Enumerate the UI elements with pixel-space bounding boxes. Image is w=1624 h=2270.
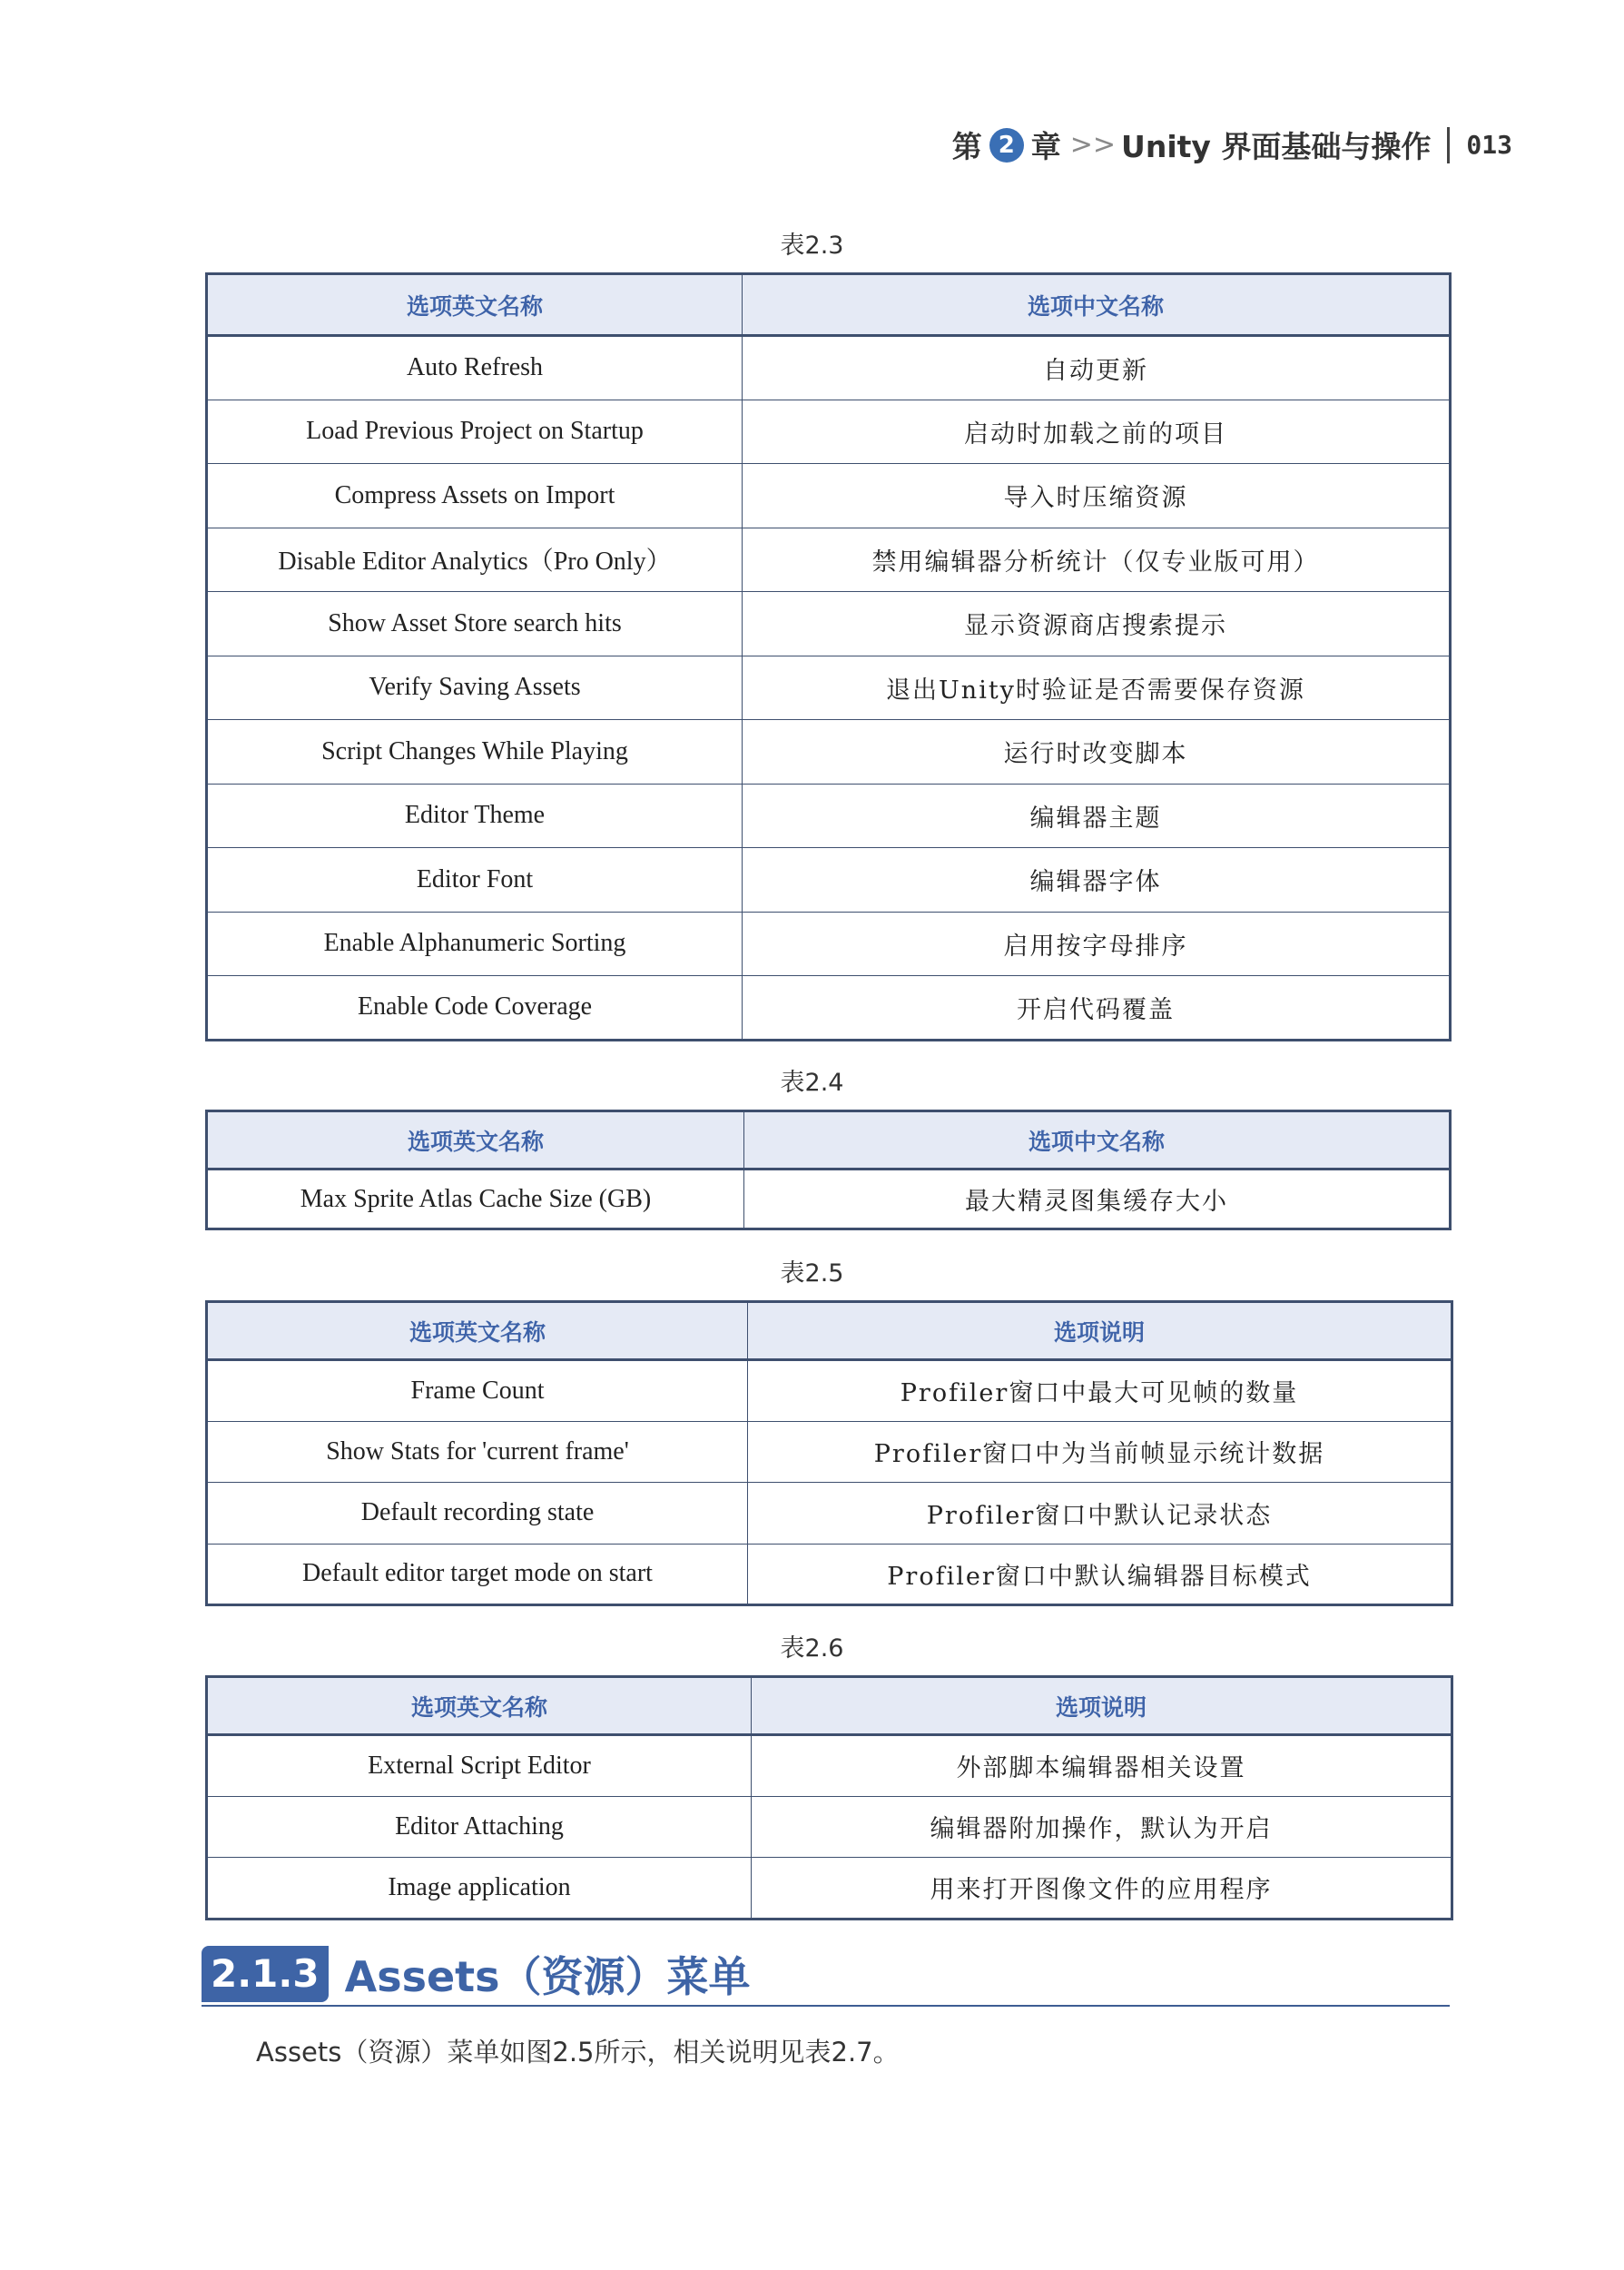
option-chinese-text: Profiler窗口中最大可见帧的数量 bbox=[748, 1360, 1452, 1422]
table-header-row bbox=[207, 1111, 1451, 1170]
option-english-name: Enable Alphanumeric Sorting bbox=[207, 912, 743, 976]
option-chinese-text: Profiler窗口中默认记录状态 bbox=[748, 1483, 1452, 1545]
column-header: 选项说明 bbox=[752, 1677, 1452, 1735]
option-english-name: Compress Assets on Import bbox=[207, 464, 743, 528]
option-chinese-text: 禁用编辑器分析统计（仅专业版可用） bbox=[743, 528, 1451, 592]
option-english-name: Image application bbox=[207, 1858, 752, 1920]
option-english-name: Default editor target mode on start bbox=[207, 1544, 748, 1605]
table-row bbox=[207, 1483, 1452, 1545]
option-english-name: Script Changes While Playing bbox=[207, 720, 743, 785]
option-chinese-text: 自动更新 bbox=[743, 336, 1451, 400]
option-english-name: Editor Font bbox=[207, 848, 743, 913]
option-chinese-text: 运行时改变脚本 bbox=[743, 720, 1451, 785]
table-header-row bbox=[207, 274, 1451, 336]
table-row bbox=[207, 528, 1451, 592]
option-chinese-text: Profiler窗口中为当前帧显示统计数据 bbox=[748, 1421, 1452, 1483]
chapter-number-badge: 2 bbox=[989, 128, 1024, 163]
option-chinese-text: 开启代码覆盖 bbox=[743, 976, 1451, 1041]
option-chinese-text: 编辑器附加操作，默认为开启 bbox=[752, 1796, 1452, 1858]
page-number: 013 bbox=[1466, 130, 1512, 160]
table-row bbox=[207, 976, 1451, 1041]
chapter-prefix: 第 bbox=[951, 129, 982, 164]
option-english-name: Verify Saving Assets bbox=[207, 656, 743, 720]
column-header: 选项中文名称 bbox=[744, 1111, 1451, 1170]
option-chinese-text: 编辑器主题 bbox=[743, 784, 1451, 848]
table-row bbox=[207, 1735, 1452, 1797]
table-row bbox=[207, 1421, 1452, 1483]
column-header: 选项英文名称 bbox=[207, 1111, 744, 1170]
table-2-3 bbox=[205, 272, 1452, 1041]
table-row bbox=[207, 912, 1451, 976]
column-header: 选项英文名称 bbox=[207, 1302, 748, 1360]
table-row bbox=[207, 1796, 1452, 1858]
option-english-name: Editor Theme bbox=[207, 784, 743, 848]
chevron-right-icon: >> bbox=[1069, 129, 1117, 161]
option-chinese-text: 启用按字母排序 bbox=[743, 912, 1451, 976]
option-english-name: Enable Code Coverage bbox=[207, 976, 743, 1041]
option-chinese-text: 编辑器字体 bbox=[743, 848, 1451, 913]
option-english-name: Frame Count bbox=[207, 1360, 748, 1422]
table-2-4-caption: 表2.4 bbox=[780, 1069, 844, 1097]
option-english-name: Default recording state bbox=[207, 1483, 748, 1545]
section-number: 2.1.3 bbox=[202, 1946, 329, 2002]
column-header: 选项英文名称 bbox=[207, 1677, 752, 1735]
table-2-6 bbox=[205, 1675, 1453, 1920]
column-header: 选项中文名称 bbox=[743, 274, 1451, 336]
table-row bbox=[207, 336, 1451, 400]
option-english-name: Load Previous Project on Startup bbox=[207, 400, 743, 464]
table-row bbox=[207, 1360, 1452, 1422]
option-english-name: External Script Editor bbox=[207, 1735, 752, 1797]
table-row bbox=[207, 784, 1451, 848]
table-row bbox=[207, 592, 1451, 656]
table-2-5 bbox=[205, 1300, 1453, 1606]
option-chinese-text: 显示资源商店搜索提示 bbox=[743, 592, 1451, 656]
table-row bbox=[207, 1858, 1452, 1920]
table-row bbox=[207, 1544, 1452, 1605]
section-body-text: Assets（资源）菜单如图2.5所示，相关说明见表2.7。 bbox=[256, 2037, 900, 2068]
header-divider bbox=[1447, 127, 1450, 163]
table-row bbox=[207, 1170, 1451, 1229]
chapter-suffix: 章 bbox=[1030, 129, 1061, 164]
option-english-name: Disable Editor Analytics（Pro Only） bbox=[207, 528, 743, 592]
option-chinese-text: 用来打开图像文件的应用程序 bbox=[752, 1858, 1452, 1920]
option-chinese-text: 导入时压缩资源 bbox=[743, 464, 1451, 528]
table-row bbox=[207, 400, 1451, 464]
option-english-name: Auto Refresh bbox=[207, 336, 743, 400]
option-chinese-text: 外部脚本编辑器相关设置 bbox=[752, 1735, 1452, 1797]
chapter-title: Unity 界面基础与操作 bbox=[1121, 129, 1432, 164]
table-header-row bbox=[207, 1302, 1452, 1360]
table-2-6-caption: 表2.6 bbox=[780, 1634, 844, 1663]
page-header bbox=[949, 123, 1512, 166]
option-english-name: Show Stats for 'current frame' bbox=[207, 1421, 748, 1483]
table-row bbox=[207, 656, 1451, 720]
section-title: Assets（资源）菜单 bbox=[344, 1952, 751, 2001]
column-header: 选项英文名称 bbox=[207, 274, 743, 336]
section-heading bbox=[202, 1943, 1450, 2007]
table-header-row bbox=[207, 1677, 1452, 1735]
table-row bbox=[207, 720, 1451, 785]
table-2-3-caption: 表2.3 bbox=[780, 232, 844, 260]
table-row bbox=[207, 848, 1451, 913]
option-chinese-text: Profiler窗口中默认编辑器目标模式 bbox=[748, 1544, 1452, 1605]
option-chinese-text: 退出Unity时验证是否需要保存资源 bbox=[743, 656, 1451, 720]
table-2-5-caption: 表2.5 bbox=[780, 1259, 844, 1288]
option-chinese-text: 启动时加载之前的项目 bbox=[743, 400, 1451, 464]
option-english-name: Editor Attaching bbox=[207, 1796, 752, 1858]
option-english-name: Max Sprite Atlas Cache Size (GB) bbox=[207, 1170, 744, 1229]
option-english-name: Show Asset Store search hits bbox=[207, 592, 743, 656]
column-header: 选项说明 bbox=[748, 1302, 1452, 1360]
table-2-4 bbox=[205, 1110, 1452, 1230]
table-row bbox=[207, 464, 1451, 528]
option-chinese-text: 最大精灵图集缓存大小 bbox=[744, 1170, 1451, 1229]
